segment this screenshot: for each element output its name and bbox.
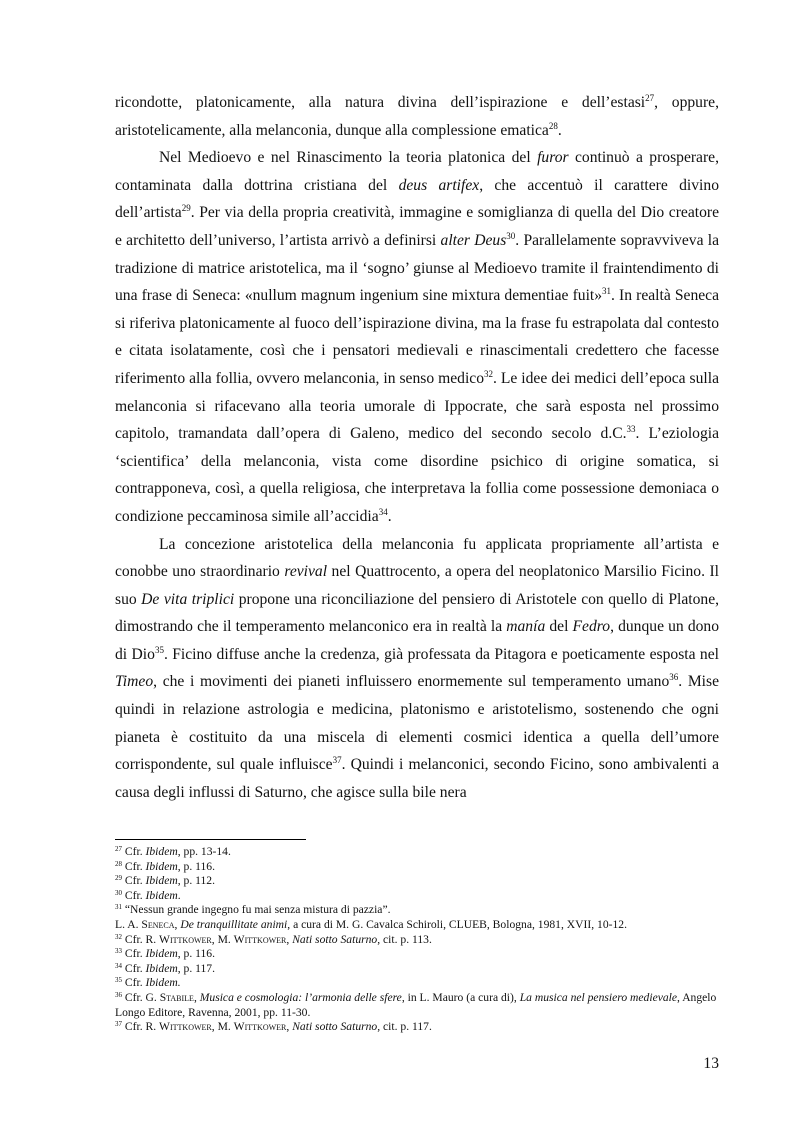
- text-run: .: [177, 888, 181, 902]
- text-run: , p. 112.: [177, 874, 215, 888]
- author-name: Wittkower: [159, 932, 212, 946]
- footnote: [115, 933, 719, 948]
- text-run: nel Quattrocento, a opera del neoplatonico Marsilio Ficino. Il suo: [115, 563, 719, 608]
- text-run: . Parallelamente sopravviveva la tradizione di matrice aristotelica, ma il ‘sogno’ giunse al Medioevo tramite il fraintendimento di una frase di Seneca: «nullum magnum ingenium sine mixtura dementiae fuit»: [115, 231, 720, 305]
- footnote-ref: 36: [669, 672, 679, 683]
- text-run: Cfr.: [122, 961, 146, 975]
- footnote-ref: 31: [602, 286, 612, 297]
- footnote-ref: 28: [548, 120, 558, 131]
- text-run: Cfr. R.: [122, 1020, 160, 1034]
- footnote: [115, 889, 719, 904]
- text-run: “Nessun grande ingegno fu mai senza mistura di pazzia”.: [122, 903, 391, 917]
- italic-text: alter Deus: [440, 231, 507, 249]
- footnote: [115, 991, 719, 1020]
- text-run: . Ficino diffuse anche la credenza, già professata da Pitagora e poeticamente esposta nel: [163, 645, 719, 663]
- footnote: [115, 962, 719, 977]
- footnote-ref: 34: [378, 506, 388, 517]
- footnote-ref: 36: [115, 990, 122, 999]
- italic-text: manía: [506, 618, 546, 636]
- text-run: ,: [286, 1020, 293, 1034]
- footnote: [115, 860, 719, 875]
- text-run: .: [557, 121, 562, 139]
- text-run: , in L. Mauro (a cura di),: [401, 990, 520, 1004]
- footnote-separator: [115, 839, 306, 840]
- footnote-ref: 37: [332, 755, 342, 766]
- text-run: , p. 117.: [177, 961, 215, 975]
- footnote-ref: 35: [115, 976, 122, 985]
- text-run: L. A.: [115, 917, 142, 931]
- footnote-ref: 32: [115, 932, 122, 941]
- italic-text: Ibidem: [145, 888, 178, 902]
- italic-text: revival: [284, 563, 328, 581]
- text-run: , cit. p. 113.: [377, 932, 432, 946]
- text-run: , a cura di M. G. Cavalca Schiroli, CLUEB, Bologna, 1981, XVII, 10-12.: [287, 917, 627, 931]
- text-run: Cfr.: [122, 845, 146, 858]
- text-run: propone una riconciliazione del pensiero di Aristotele con quello di Platone, dimostrando che il temperamento melanconico era in realtà la: [115, 590, 720, 636]
- footnote: [115, 874, 719, 889]
- author-name: Stabile: [159, 990, 194, 1004]
- text-run: , pp. 13-14.: [177, 845, 231, 858]
- footnote-ref: 33: [626, 424, 636, 435]
- italic-text: Nati sotto Saturno: [292, 1020, 378, 1034]
- text-run: , p. 116.: [177, 859, 215, 873]
- text-run: Cfr.: [122, 888, 146, 902]
- text-run: .: [387, 507, 392, 525]
- italic-text: Ibidem.: [145, 976, 181, 990]
- text-run: , M.: [211, 932, 234, 946]
- text-run: , Angelo Longo Editore, Ravenna, 2001, pp. 11-30.: [115, 990, 717, 1019]
- body-text: [115, 89, 719, 806]
- text-run: , dunque un dono di Dio: [115, 618, 720, 663]
- text-run: , M.: [211, 1020, 234, 1034]
- author-name: Seneca: [141, 917, 175, 931]
- author-name: Wittkower: [159, 1020, 212, 1034]
- text-run: , che i movimenti dei pianeti influissero enormemente sul temperamento umano: [153, 673, 670, 691]
- footnote: [115, 903, 719, 918]
- text-run: , cit. p. 117.: [377, 1020, 432, 1034]
- text-run: . Mise quindi in relazione astrologia e medicina, platonismo e aristotelismo, sostenendo che ogni pianeta è costituito da una miscela di elementi cosmici identica a quella dell’umore corrispondente, sul quale influisce: [115, 673, 720, 774]
- text-run: Cfr. G.: [122, 990, 160, 1004]
- italic-text: De tranquillitate animi: [180, 917, 288, 931]
- footnote: [115, 845, 719, 860]
- italic-text: La musica nel pensiero medievale: [519, 990, 678, 1004]
- italic-text: deus artifex: [398, 176, 480, 194]
- text-run: ,: [193, 990, 200, 1004]
- text-run: continuò a prosperare, contaminata dalla dottrina cristiana del: [115, 149, 719, 194]
- italic-text: Musica e cosmologia: l’armonia delle sfere: [199, 990, 402, 1004]
- footnote-ref: 27: [115, 845, 122, 853]
- text-run: , oppure, aristotelicamente, alla melanconia, dunque alla complessione ematica: [115, 94, 719, 139]
- text-run: del: [545, 618, 573, 636]
- text-run: Cfr.: [122, 976, 146, 990]
- text-run: ,: [174, 917, 181, 931]
- text-run: . Quindi i melanconici, secondo Ficino, sono ambivalenti a causa degli influssi di Saturno, che agisce sulla bile nera: [115, 756, 719, 801]
- text-run: . In realtà Seneca si riferiva platonicamente al fuoco dell’ispirazione divina, ma la frase fu estrapolata dal contesto e citata isolatamente, così che i pensatori medievali e rinascimentali credettero che facesse riferimento alla follia, ovvero melanconia, in senso medico: [115, 287, 720, 387]
- footnote-ref: 32: [484, 368, 493, 379]
- text-run: . L’eziologia ‘scientifica’ della melanconia, vista come disordine psichico di origine somatica, si contrapponeva, così, a quella religiosa, che interpretava la follia come possessione demoniaca o condizione peccaminosa simile all’accidia: [115, 425, 719, 525]
- text-run: , che accentuò il carattere divino dell’artista: [115, 176, 719, 222]
- footnote-ref: 28: [115, 859, 122, 868]
- author-name: Wittkower: [233, 1020, 287, 1034]
- footnote-ref: 30: [115, 888, 122, 897]
- text-run: , p. 116.: [177, 947, 215, 961]
- italic-text: De vita triplici: [141, 590, 235, 608]
- italic-text: Ibidem: [145, 874, 178, 888]
- footnote-ref: 29: [181, 203, 191, 214]
- footnote-ref: 34: [115, 961, 122, 970]
- italic-text: Timeo: [115, 673, 154, 691]
- text-run: ricondotte, platonicamente, alla natura divina dell’ispirazione e dell’estasi: [115, 94, 646, 111]
- paragraph: [115, 531, 719, 807]
- footnote-ref: 33: [115, 947, 122, 956]
- italic-text: furor: [537, 149, 569, 167]
- footnotes: [115, 845, 719, 1035]
- italic-text: Fedro: [572, 618, 611, 636]
- footnote-ref: 27: [645, 93, 655, 103]
- footnote-ref: 37: [115, 1020, 122, 1029]
- page-number: 13: [703, 1055, 719, 1072]
- text-run: . Le idee dei medici dell’epoca sulla melanconia si rifacevano alla teoria umorale di Ippocrate, che sarà esposta nel prossimo capitolo, tramandata dall’opera di Galeno, medico del secondo secolo d.C.: [115, 369, 720, 443]
- author-name: Wittkower: [233, 932, 287, 946]
- italic-text: Nati sotto Saturno: [292, 932, 378, 946]
- footnote: [115, 947, 719, 962]
- footnote: [115, 918, 719, 933]
- paragraph: [115, 144, 719, 530]
- footnote-ref: 35: [154, 644, 164, 655]
- footnote: [115, 976, 719, 991]
- text-run: Nel Medioevo e nel Rinascimento la teoria platonica del: [159, 149, 538, 167]
- italic-text: Ibidem: [145, 859, 178, 873]
- footnote-ref: 31: [115, 903, 122, 912]
- text-run: . Per via della propria creatività, immagine e somiglianza di quella del Dio creatore e architetto dell’universo, l’artista arrivò a definirsi: [115, 204, 719, 249]
- text-run: Cfr.: [122, 859, 146, 873]
- text-run: ,: [286, 932, 293, 946]
- text-run: Cfr. R.: [122, 932, 160, 946]
- text-run: Cfr.: [122, 947, 146, 961]
- text-run: La concezione aristotelica della melanconia fu applicata propriamente all’artista e conobbe uno straordinario: [115, 535, 719, 581]
- footnote-ref: 29: [115, 874, 122, 883]
- footnote: [115, 1020, 719, 1035]
- text-run: Cfr.: [122, 874, 146, 888]
- paragraph: [115, 89, 719, 144]
- italic-text: Ibidem: [145, 947, 178, 961]
- footnote-ref: 30: [506, 230, 516, 241]
- italic-text: Ibidem: [145, 961, 178, 975]
- italic-text: Ibidem: [145, 845, 178, 858]
